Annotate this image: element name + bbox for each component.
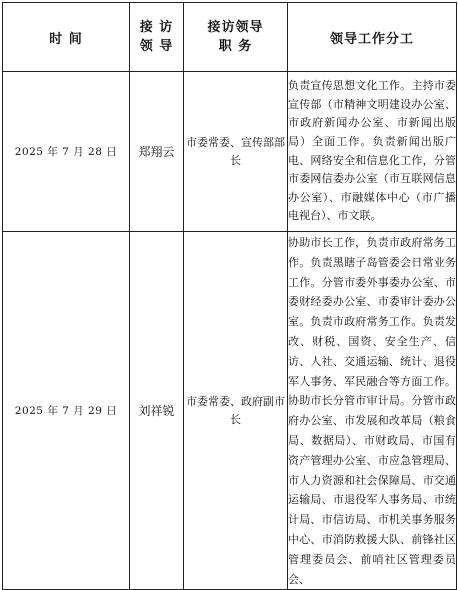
table-row [3,72,457,232]
row-duties: 协助市长工作，负责市政府常务工作。负责黑瞎子岛管委会日常业务工作。分管市委外事委办公室、市委财经委办公室、市委审计委办公室。负责市政府常务工作。负责发改、财税、国资、安全生产、信访、人社、交通运输、统计、退役军人事务、军民融合等方面工作。协助市长分管市审计局。分管市政府办公室、市发展和改革局（粮食局、数据局）、市财政局、市国有资产管理办公室、市应急管理局、市人力资源和社会保障局、市交通运输局、市退役军人事务局、市统计局、市信访局、市机关事务服务中心、市消防救援大队、前锋社区管理委员会、前哨社区管理委员会、 [288,232,457,590]
header-post [184,3,288,72]
header-time: 时 间 [3,3,130,72]
table-row [3,232,457,590]
header-row [3,3,457,72]
row-leader-post: 市委常委、政府副市长 [184,232,288,590]
row-date: 2025 年 7 月 29 日 [3,232,130,590]
header-leader-line2: 领 导 [139,39,174,54]
row-leader-post: 市委常委、宣传部部长 [184,72,288,232]
header-post-line2: 职 务 [218,39,253,54]
header-leader [130,3,184,72]
row-leader-name: 郑翔云 [130,72,184,232]
row-duties: 负责宣传思想文化工作。主持市委宣传部（市精神文明建设办公室、市政府新闻办公室、市新闻出版局）全面工作。负责新闻出版广电、网络安全和信息化工作，分管市委网信委办公室（市互联网信息办公室）、市融媒体中心（市广播电视台）、市文联。 [288,72,457,232]
row-date: 2025 年 7 月 28 日 [3,72,130,232]
leader-schedule-table [2,2,457,590]
row-leader-name: 刘祥锐 [130,232,184,590]
header-leader-line1: 接 访 [139,20,174,35]
header-post-line1: 接访领导 [207,20,264,35]
header-duties: 领导工作分工 [288,3,457,72]
